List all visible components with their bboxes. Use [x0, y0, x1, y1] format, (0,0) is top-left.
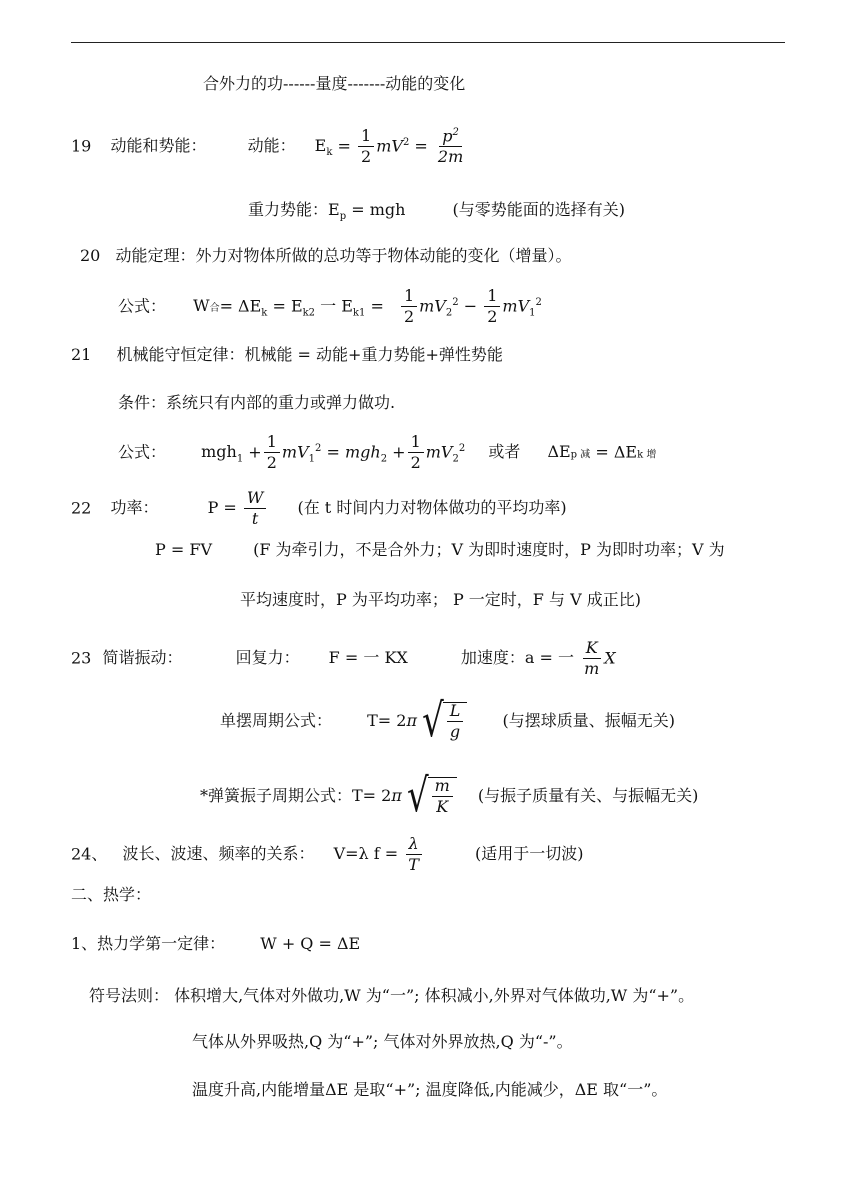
- line-gravity-potential: 重力势能：$E_p$ = mgh (与零势能面的选择有关): [248, 200, 626, 223]
- item-number: 20: [80, 246, 101, 265]
- line-22-power: 22 功率： P = $\frac{W}{t}$ (在 t 时间内力对物体做功的平均功率): [71, 488, 567, 528]
- mv-term: mV: [376, 136, 403, 156]
- spring-label: 弹簧振子周期公式：T= 2: [208, 785, 392, 805]
- wave-note: (适用于一切波): [475, 844, 584, 864]
- conservation-text: 机械能守恒定律：机械能 = 动能+重力势能+弹性势能: [116, 345, 503, 364]
- pfv-formula: P = FV: [155, 540, 212, 559]
- gp-formula: = mgh: [351, 200, 406, 219]
- gp-label: 重力势能：: [248, 200, 329, 219]
- sqrt-l-g: √ $\frac{L}{g}$: [422, 702, 467, 741]
- first-law-formula: W + Q = ΔE: [260, 934, 361, 953]
- shm-label: 简谐振动：: [102, 648, 183, 668]
- equals-2: =: [414, 136, 428, 156]
- line-20-theorem: [80, 248, 571, 264]
- fraction-p2-2m: $\frac{p^2}{2m}$: [437, 126, 464, 167]
- fraction-half-2: $\frac{1}{2}$: [484, 288, 500, 326]
- line-sign-rule-e: 温度升高,内能增量ΔE 是取“+”; 温度降低,内能减少，ΔE 取“一”。: [192, 1080, 668, 1099]
- pendulum-note: (与摆球质量、振幅无关): [502, 710, 675, 730]
- pendulum-label: 单摆周期公式：: [220, 710, 333, 730]
- equals: =: [337, 136, 351, 156]
- fraction-half: $\frac{1}{2}$: [401, 288, 417, 326]
- line-20-formula: 公式： W合= $\Delta E_k = E_{k2}$ 一 $E_{k1}$ = $\frac{1}{2}$ $mV_2^2$ − $\frac{1}{2}$ $mV_1^2$: [118, 286, 542, 326]
- formula-label: 公式：: [118, 442, 167, 462]
- line-19-kinetic-potential: 19 动能和势能： 动能： $E_k$ = $\frac{1}{2}$ $mV^2$ = $\frac{p^2}{2m}$: [71, 128, 468, 166]
- line-22-pfv: [155, 542, 725, 558]
- line-21-conservation: [71, 347, 503, 363]
- line-sign-rule-q: 气体从外界吸热,Q 为“+”; 气体对外界放热,Q 为“-”。: [192, 1032, 573, 1051]
- line-21-condition: 条件：系统只有内部的重力或弹力做功.: [118, 393, 396, 412]
- item-number: 23: [71, 648, 92, 668]
- kinetic-label: 动能：: [247, 136, 296, 156]
- pfv-note: (F 为牵引力，不是合外力；V 为即时速度时，P 为即时功率；V 为: [253, 540, 725, 559]
- sqrt-m-k: √ $\frac{m}{K}$: [407, 777, 457, 816]
- line-first-law: [71, 936, 360, 952]
- fraction-half: $\frac{1}{2}$: [358, 128, 374, 166]
- theorem-text: 动能定理：外力对物体所做的总功等于物体动能的变化（增量）。: [115, 246, 572, 265]
- line-22-pfv-cont: 平均速度时，P 为平均功率； P 一定时，F 与 V 成正比): [240, 590, 641, 609]
- ek-symbol: $E_k$: [314, 136, 333, 159]
- formula-label: 公式：: [118, 296, 167, 316]
- spring-note: (与振子质量有关、与振幅无关): [477, 785, 699, 805]
- line-21-formula: 公式： mgh$_1$ + $\frac{1}{2}$ $mV_1^2 = mgh_2$ + $\frac{1}{2}$ $mV_2^2$ 或者 ΔEp 减 = ΔEk 增: [118, 432, 657, 472]
- or-label: 或者: [488, 442, 521, 462]
- line-23-shm: 23 简谐振动： 回复力： F = 一 KX 加速度：a = 一 $\frac{K}{m}$ X: [71, 638, 616, 678]
- item-number: 24、: [71, 844, 108, 864]
- gp-note: (与零势能面的选择有关): [452, 200, 626, 219]
- header-rule: [71, 42, 785, 43]
- line-23-pendulum: 单摆周期公式： T= 2π √ $\frac{L}{g}$ (与摆球质量、振幅无关): [220, 694, 675, 749]
- item-number: 22: [71, 498, 92, 518]
- item-title: 动能和势能：: [110, 136, 207, 156]
- section-heat-title: 二、热学：: [71, 885, 152, 904]
- fraction-w-t: $\frac{W}{t}$: [244, 490, 266, 528]
- item-number: 19: [71, 136, 92, 156]
- wave-label: 波长、波速、频率的关系：: [122, 844, 315, 864]
- line-work-energy-relation: 合外力的功------量度-------动能的变化: [203, 74, 466, 93]
- item-number: 21: [71, 345, 92, 364]
- line-23-spring: *弹簧振子周期公式：T= 2π √ $\frac{m}{K}$ (与振子质量有关、与振幅无关): [200, 769, 699, 824]
- power-note: (在 t 时间内力对物体做功的平均功率): [297, 498, 567, 518]
- first-law-label: 1、热力学第一定律：: [71, 934, 226, 953]
- power-label: 功率：: [110, 498, 159, 518]
- line-24-wave: 24、 波长、波速、频率的关系： V=λ f = $\frac{\lambda}{T}$ (适用于一切波): [71, 834, 584, 874]
- line-sign-rule-w: 符号法则： 体积增大,气体对外做功,W 为“一”; 体积减小,外界对气体做功,W 为“+”。: [89, 986, 695, 1005]
